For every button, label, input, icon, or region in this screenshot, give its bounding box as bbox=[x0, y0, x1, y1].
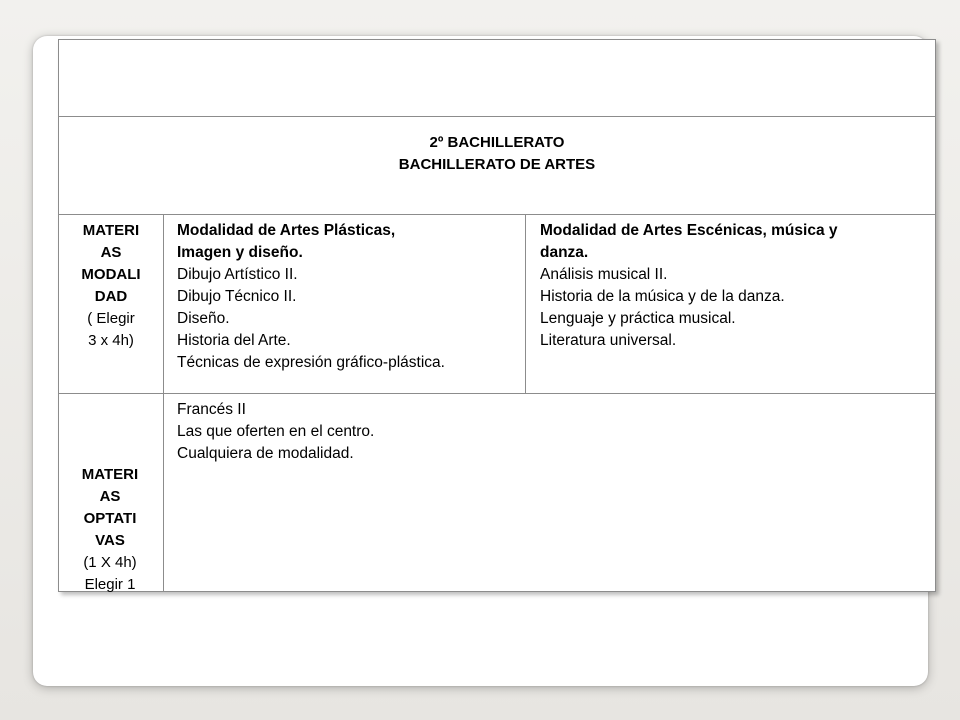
modalidad-title-line: Imagen y diseño. bbox=[177, 244, 303, 261]
subject-item: Historia del Arte. bbox=[177, 332, 291, 349]
label-note-line: Elegir 1 bbox=[84, 576, 136, 593]
column-divider bbox=[163, 214, 164, 592]
label-line: AS bbox=[100, 244, 122, 261]
subject-item: Dibujo Artístico II. bbox=[177, 266, 298, 283]
subjects-table bbox=[58, 39, 936, 592]
label-note-line: (1 X 4h) bbox=[83, 554, 137, 571]
subject-item: Cualquiera de modalidad. bbox=[177, 445, 354, 462]
label-line: MODALI bbox=[81, 266, 141, 283]
label-line: VAS bbox=[95, 532, 125, 549]
header-line-2: BACHILLERATO DE ARTES bbox=[398, 156, 596, 173]
subject-item: Historia de la música y de la danza. bbox=[540, 288, 785, 305]
subject-item: Las que oferten en el centro. bbox=[177, 423, 375, 440]
header-line-1: 2º BACHILLERATO bbox=[429, 134, 565, 151]
label-line: OPTATI bbox=[83, 510, 137, 527]
label-line: MATERI bbox=[81, 466, 139, 483]
label-note-line: ( Elegir bbox=[87, 310, 135, 327]
label-line: DAD bbox=[94, 288, 128, 305]
optativas-label bbox=[58, 464, 162, 596]
label-line: AS bbox=[99, 488, 121, 505]
modalidad-artes-escenicas bbox=[540, 220, 930, 352]
row-divider bbox=[59, 393, 935, 394]
row-divider bbox=[59, 116, 935, 117]
label-line: MATERI bbox=[82, 222, 140, 239]
subject-item: Literatura universal. bbox=[540, 332, 677, 349]
subject-item: Técnicas de expresión gráfico-plástica. bbox=[177, 354, 445, 371]
modalidad-label bbox=[59, 220, 163, 352]
column-divider bbox=[525, 214, 526, 393]
modalidad-title-line: Modalidad de Artes Plásticas, bbox=[177, 222, 396, 239]
table-header bbox=[59, 132, 935, 176]
subject-item: Francés II bbox=[177, 401, 246, 418]
subject-item: Dibujo Técnico II. bbox=[177, 288, 297, 305]
modalidad-title-line: Modalidad de Artes Escénicas, música y bbox=[540, 222, 838, 239]
modalidad-artes-plasticas bbox=[177, 220, 522, 374]
subject-item: Diseño. bbox=[177, 310, 230, 327]
label-note-line: 3 x 4h) bbox=[88, 332, 134, 349]
subject-item: Lenguaje y práctica musical. bbox=[540, 310, 736, 327]
optativas-items bbox=[177, 399, 677, 465]
row-divider bbox=[59, 214, 935, 215]
subject-item: Análisis musical II. bbox=[540, 266, 668, 283]
modalidad-title-line: danza. bbox=[540, 244, 589, 261]
